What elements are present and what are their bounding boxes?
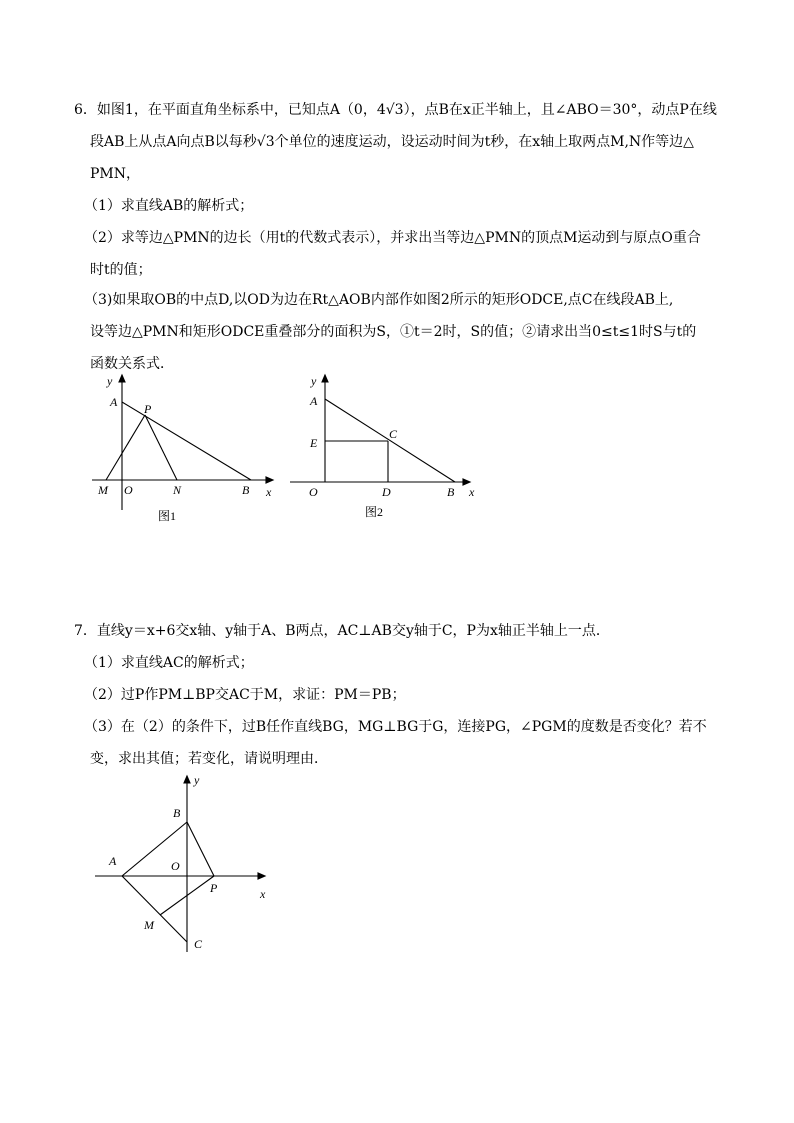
fig1-segment-pm [106,415,145,480]
figure-2 [285,370,485,530]
q7-line-5: 变，求出其值；若变化，请说明理由． [90,751,328,767]
q6-line-4: （1）求直线AB的解析式； [84,198,254,214]
fig1-label-b: B [242,483,250,497]
fig2-label-b: B [447,485,455,499]
fig1-x-arrow [266,477,273,483]
fig2-label-c: C [389,427,398,441]
fig3-label-m: M [144,918,154,932]
fig3-label-y: y [194,773,200,787]
fig3-label-o: O [171,859,180,873]
fig2-label-x: x [469,485,475,499]
fig2-label-e: E [310,436,318,450]
fig1-label-y: y [107,374,113,388]
fig3-y-arrow [184,776,190,783]
q7-line-2: （1）求直线AC的解析式； [84,655,254,671]
fig1-label-a: A [110,395,118,409]
fig3-label-b: B [173,806,181,820]
fig1-segment-pn [145,415,177,480]
fig3-label-a: A [109,854,117,868]
fig3-x-arrow [258,873,265,879]
q6-line-9: 函数关系式． [90,356,174,372]
fig1-label-n: N [173,483,182,497]
fig1-label-m: M [98,483,108,497]
q6-line-7: （3)如果取OB的中点D,以OD为边在Rt△AOB内部作如图2所示的矩形ODCE,点C在线段AB上, [84,292,674,308]
fig3-label-c: C [194,937,203,951]
q6-line-5: （2）求等边△PMN的边长（用t的代数式表示），并求出当等边△PMN的顶点M运动到与原点O重合 [84,230,701,246]
figure-1 [80,370,290,530]
fig3-label-p: P [210,881,218,895]
fig3-segment-ac [122,876,187,942]
fig3-label-x: x [260,887,266,901]
fig1-label-x: x [266,485,272,499]
figure-3 [90,770,290,960]
q6-line-2: 段AB上从点A向点B以每秒√3个单位的速度运动，设运动时间为t秒，在x轴上取两点M,N作等边△ [90,134,694,150]
q7-line-3: （2）过P作PM⊥BP交AC于M，求证：PM＝PB； [84,687,406,703]
q7-line-1: 7．直线y＝x+6交x轴、y轴于A、B两点，AC⊥AB交y轴于C，P为x轴正半轴上一点． [74,623,610,639]
fig1-segment-ab [122,402,251,480]
q6-line-8: 设等边△PMN和矩形ODCE重叠部分的面积为S，①t＝2时，S的值；②请求出当0≤t≤1时S与t的 [90,324,697,340]
fig1-y-arrow [119,375,125,382]
q6-line-1: 6．如图1，在平面直角坐标系中，已知点A（0，4√3），点B在x正半轴上，且∠ABO＝30°，动点P在线 [74,102,717,118]
fig2-label-a: A [310,394,318,408]
fig2-y-arrow [322,375,328,382]
fig1-label-p: P [144,402,152,416]
fig3-segment-bp [187,822,214,876]
fig2-label-y: y [311,374,317,388]
fig2-label-o: O [309,485,318,499]
fig2-label-d: D [382,485,391,499]
fig1-caption: 图1 [158,509,177,523]
q6-line-3: PMN， [90,166,141,182]
q6-line-6: 时t的值； [90,262,152,278]
fig1-label-o: O [124,483,133,497]
q7-line-4: （3）在（2）的条件下，过B任作直线BG，MG⊥BG于G，连接PG，∠PGM的度数是否变化？若不 [84,719,707,735]
fig2-caption: 图2 [365,505,384,519]
